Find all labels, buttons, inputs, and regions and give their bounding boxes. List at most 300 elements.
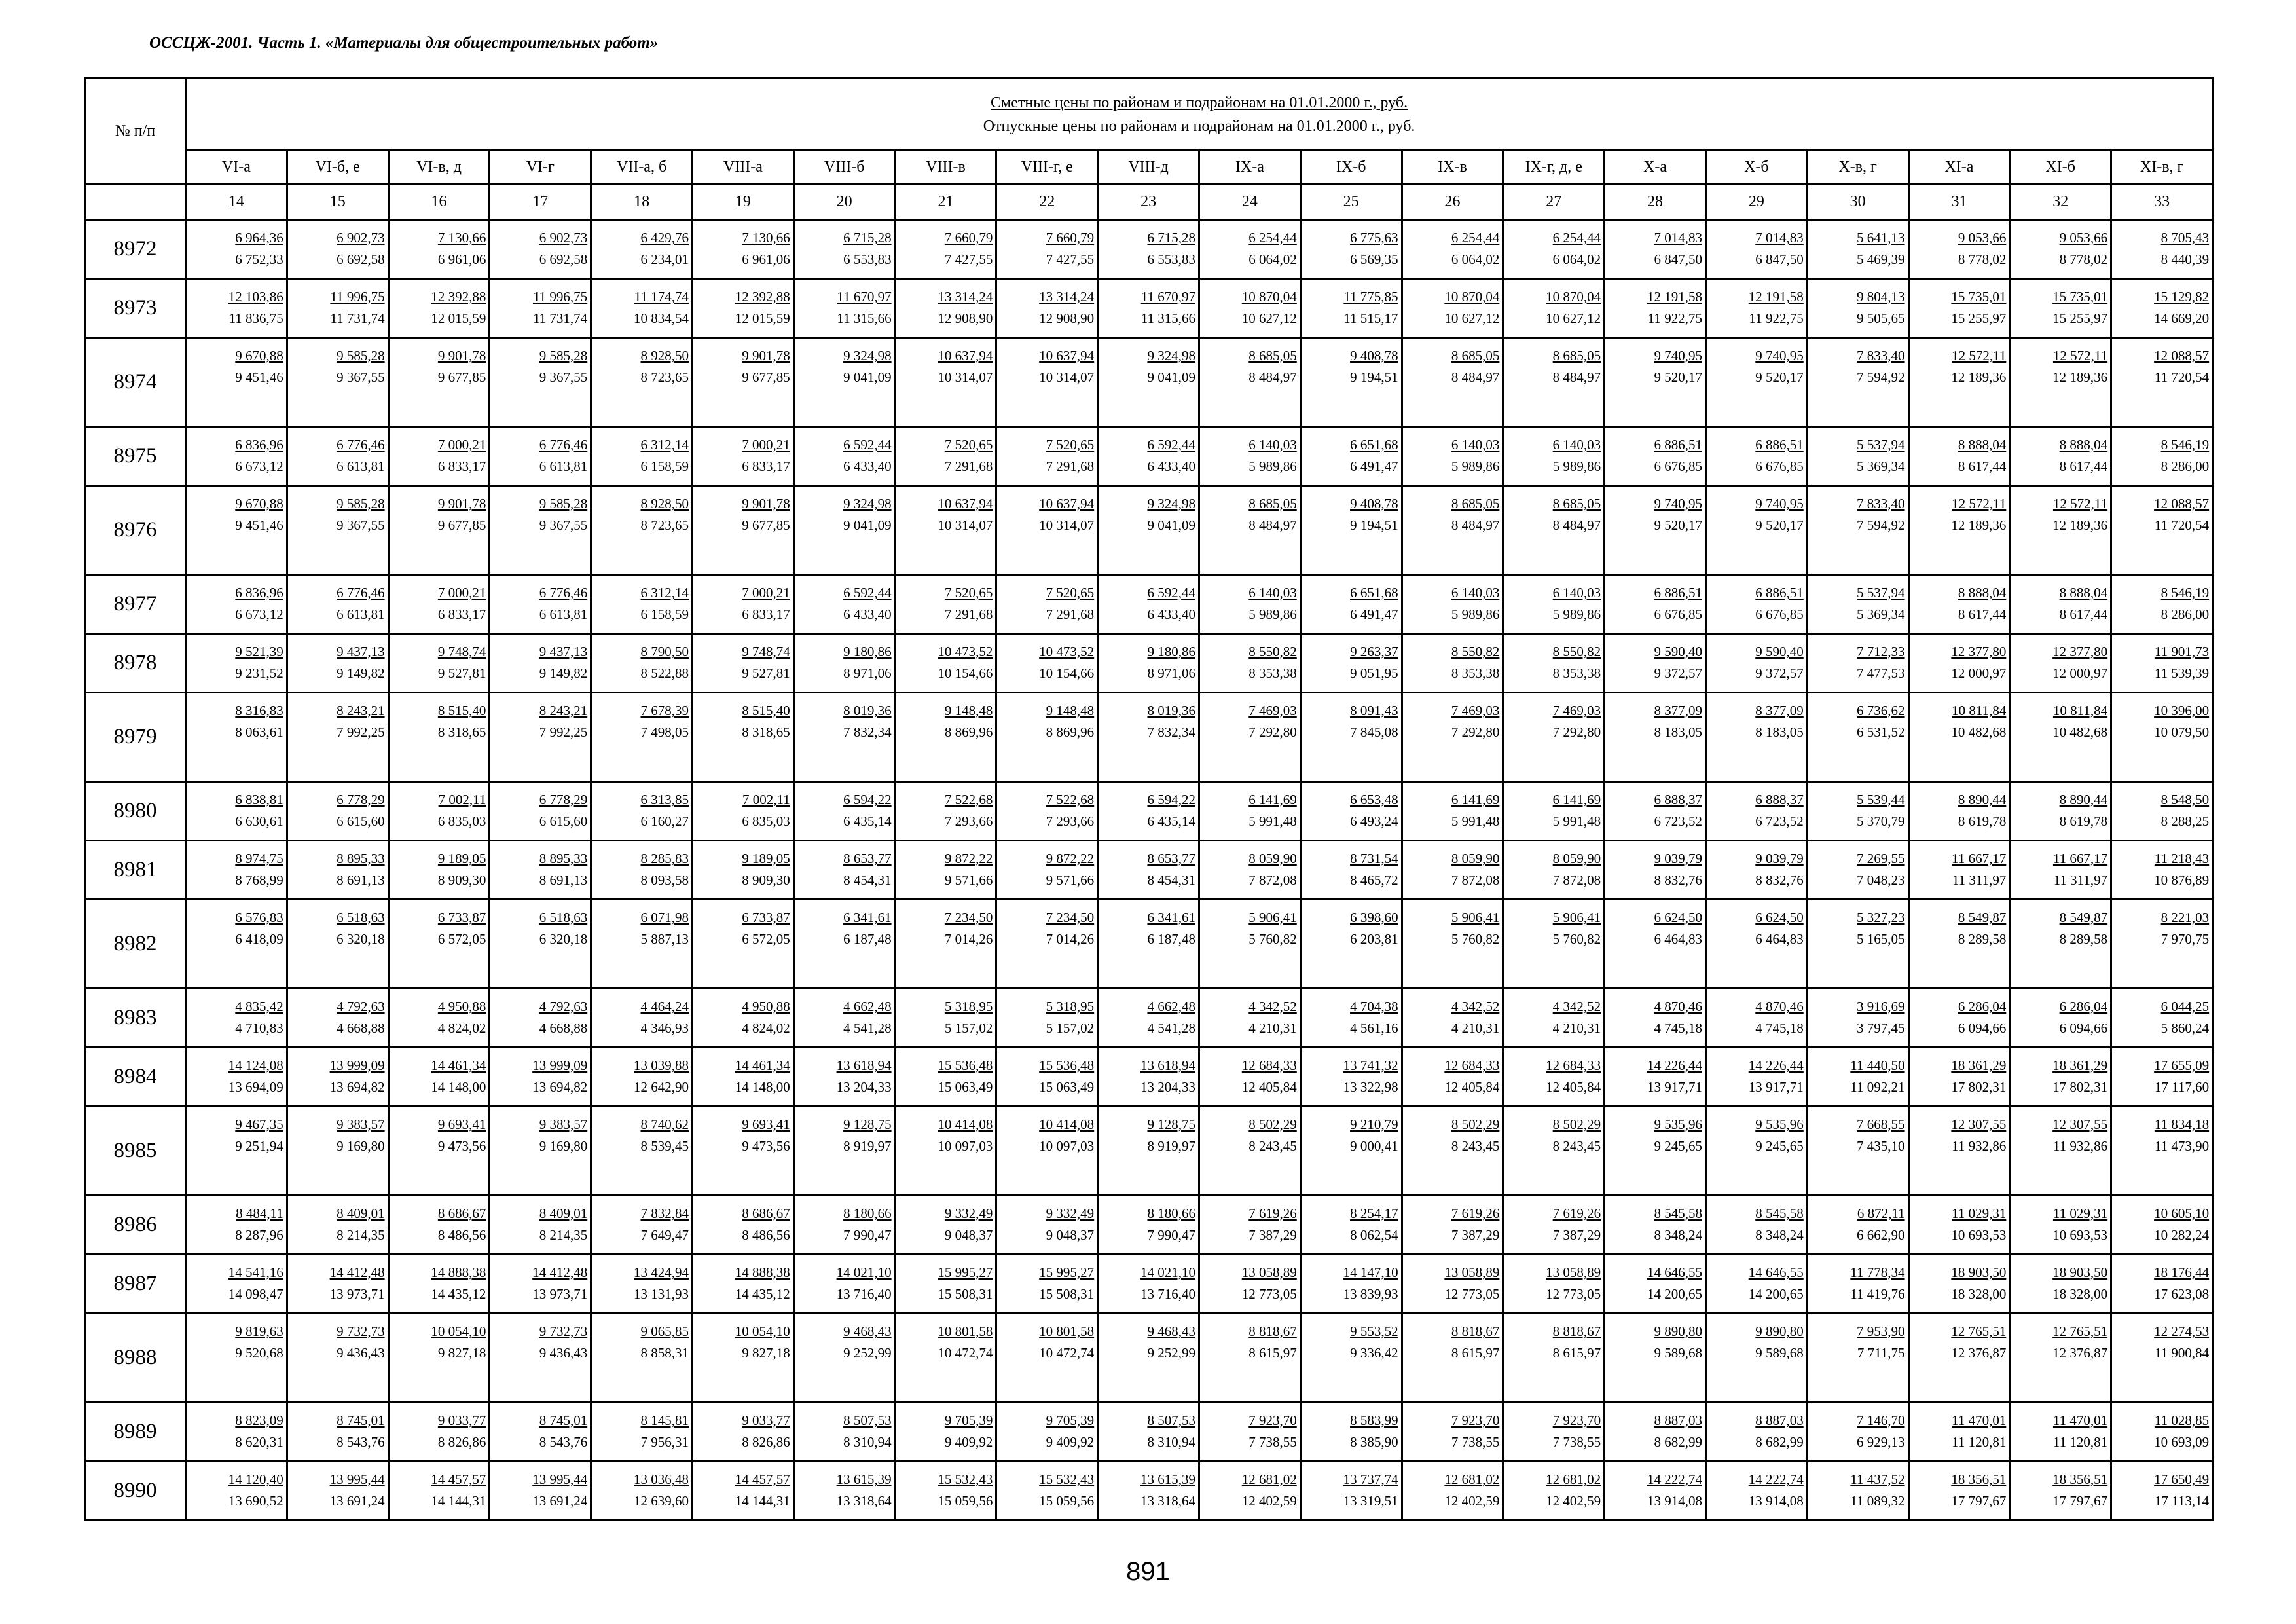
release-price: 8 353,38 bbox=[1552, 665, 1601, 681]
release-price: 5 860,24 bbox=[2160, 1020, 2210, 1036]
estimate-price: 14 888,38 bbox=[735, 1264, 790, 1280]
price-cell bbox=[1402, 427, 1503, 486]
release-price: 11 900,84 bbox=[2154, 1345, 2210, 1361]
release-price: 8 620,31 bbox=[235, 1434, 283, 1450]
release-price: 12 642,90 bbox=[633, 1079, 689, 1095]
estimate-price: 8 888,04 bbox=[1958, 437, 2007, 452]
price-cell bbox=[1705, 1314, 1807, 1403]
price-cell bbox=[2010, 1107, 2111, 1196]
price-cell bbox=[1402, 220, 1503, 279]
price-cell bbox=[996, 575, 1098, 634]
release-price: 6 064,02 bbox=[1451, 251, 1500, 267]
estimate-price: 11 470,01 bbox=[2052, 1412, 2108, 1428]
release-price: 6 615,60 bbox=[337, 813, 385, 829]
release-price: 6 158,59 bbox=[640, 458, 689, 474]
estimate-price: 9 535,96 bbox=[1755, 1116, 1804, 1132]
release-price: 8 183,05 bbox=[1654, 724, 1702, 740]
release-price: 6 320,18 bbox=[337, 931, 385, 947]
estimate-price: 13 314,24 bbox=[938, 289, 993, 304]
release-price: 7 387,29 bbox=[1248, 1227, 1297, 1243]
price-cell bbox=[692, 841, 793, 900]
row-number: 8976 bbox=[85, 486, 186, 575]
estimate-price: 7 832,84 bbox=[640, 1206, 689, 1221]
price-cell bbox=[287, 634, 388, 693]
estimate-price: 6 341,61 bbox=[1147, 910, 1195, 925]
estimate-price: 4 950,88 bbox=[437, 999, 486, 1014]
price-cell bbox=[490, 634, 591, 693]
region-header: X-а bbox=[1605, 151, 1706, 185]
price-cell bbox=[2111, 575, 2213, 634]
estimate-price: 14 461,34 bbox=[431, 1058, 486, 1073]
estimate-price: 8 502,29 bbox=[1552, 1116, 1601, 1132]
estimate-price: 7 000,21 bbox=[437, 437, 486, 452]
release-price: 8 243,45 bbox=[1552, 1138, 1601, 1154]
estimate-price: 9 033,77 bbox=[742, 1412, 790, 1428]
release-price: 9 589,68 bbox=[1755, 1345, 1804, 1361]
estimate-price: 4 950,88 bbox=[742, 999, 790, 1014]
release-price: 9 677,85 bbox=[437, 369, 486, 385]
column-number: 19 bbox=[692, 185, 793, 220]
estimate-price: 7 953,90 bbox=[1857, 1323, 1905, 1339]
estimate-price: 14 222,74 bbox=[1748, 1471, 1804, 1487]
price-cell bbox=[996, 486, 1098, 575]
estimate-price: 8 685,05 bbox=[1451, 348, 1500, 363]
release-price: 8 832,76 bbox=[1654, 872, 1702, 888]
estimate-price: 7 923,70 bbox=[1552, 1412, 1601, 1428]
price-cell bbox=[1605, 486, 1706, 575]
price-cell bbox=[1300, 989, 1402, 1048]
release-price: 14 148,00 bbox=[431, 1079, 486, 1095]
estimate-price: 8 243,21 bbox=[539, 703, 588, 718]
price-cell bbox=[2111, 486, 2213, 575]
estimate-price: 13 615,39 bbox=[1140, 1471, 1195, 1487]
release-price: 7 292,80 bbox=[1451, 724, 1500, 740]
estimate-price: 9 324,98 bbox=[843, 496, 892, 511]
estimate-price: 6 044,25 bbox=[2160, 999, 2210, 1014]
release-price: 13 716,40 bbox=[836, 1286, 892, 1302]
estimate-price: 8 545,58 bbox=[1755, 1206, 1804, 1221]
price-cell bbox=[2111, 1255, 2213, 1314]
price-cell bbox=[1199, 427, 1300, 486]
release-price: 4 710,83 bbox=[235, 1020, 283, 1036]
price-cell bbox=[2111, 782, 2213, 841]
estimate-price: 4 835,42 bbox=[235, 999, 283, 1014]
release-price: 14 144,31 bbox=[431, 1493, 486, 1509]
region-header-row bbox=[85, 151, 2213, 185]
release-price-title: Отпускные цены по районам и подрайонам на 01.01.2000 г., руб. bbox=[983, 117, 1415, 135]
price-cell bbox=[1300, 279, 1402, 338]
estimate-price: 9 468,43 bbox=[1147, 1323, 1195, 1339]
release-price: 9 409,92 bbox=[944, 1434, 993, 1450]
release-price: 7 291,68 bbox=[944, 606, 993, 622]
estimate-price: 9 039,79 bbox=[1654, 851, 1702, 866]
region-header: VI-а bbox=[186, 151, 287, 185]
release-price: 4 210,31 bbox=[1248, 1020, 1297, 1036]
release-price: 5 991,48 bbox=[1248, 813, 1297, 829]
release-price: 8 318,65 bbox=[742, 724, 790, 740]
price-cell bbox=[1705, 841, 1807, 900]
estimate-price: 12 377,80 bbox=[1951, 644, 2007, 659]
release-price: 6 752,33 bbox=[235, 251, 283, 267]
estimate-price: 6 653,48 bbox=[1350, 792, 1398, 807]
column-number: 15 bbox=[287, 185, 388, 220]
release-price: 5 989,86 bbox=[1451, 606, 1500, 622]
estimate-price: 5 537,94 bbox=[1857, 585, 1905, 600]
estimate-price: 8 549,87 bbox=[2059, 910, 2108, 925]
estimate-price: 8 243,21 bbox=[337, 703, 385, 718]
price-cell bbox=[2010, 900, 2111, 989]
price-cell bbox=[1908, 1314, 2010, 1403]
estimate-price: 9 901,78 bbox=[437, 348, 486, 363]
estimate-price: 10 870,04 bbox=[1546, 289, 1601, 304]
price-cell bbox=[996, 634, 1098, 693]
price-cell bbox=[2010, 989, 2111, 1048]
release-price: 13 319,51 bbox=[1343, 1493, 1398, 1509]
price-cell bbox=[2010, 693, 2111, 782]
price-cell bbox=[895, 427, 996, 486]
estimate-price: 7 522,68 bbox=[1046, 792, 1095, 807]
estimate-price: 9 324,98 bbox=[1147, 496, 1195, 511]
estimate-price: 10 054,10 bbox=[735, 1323, 790, 1339]
estimate-price: 6 624,50 bbox=[1755, 910, 1804, 925]
release-price: 11 836,75 bbox=[228, 310, 283, 326]
price-cell bbox=[996, 782, 1098, 841]
price-cell bbox=[1807, 634, 1908, 693]
price-cell bbox=[692, 900, 793, 989]
release-price: 5 369,34 bbox=[1857, 606, 1905, 622]
release-price: 10 154,66 bbox=[938, 665, 993, 681]
price-cell bbox=[1098, 427, 1199, 486]
estimate-price: 9 590,40 bbox=[1755, 644, 1804, 659]
estimate-price: 7 234,50 bbox=[944, 910, 993, 925]
table-row bbox=[85, 338, 2213, 427]
price-cell bbox=[1199, 575, 1300, 634]
release-price: 8 858,31 bbox=[640, 1345, 689, 1361]
release-price: 10 079,50 bbox=[2154, 724, 2210, 740]
price-cell bbox=[591, 1196, 693, 1255]
column-number: 28 bbox=[1605, 185, 1706, 220]
release-price: 7 992,25 bbox=[337, 724, 385, 740]
estimate-price: 8 740,62 bbox=[640, 1116, 689, 1132]
estimate-price: 8 409,01 bbox=[539, 1206, 588, 1221]
estimate-price: 10 396,00 bbox=[2154, 703, 2210, 718]
price-title-header bbox=[186, 79, 2213, 151]
estimate-price: 8 887,03 bbox=[1654, 1412, 1702, 1428]
price-cell bbox=[388, 1403, 490, 1462]
price-cell bbox=[1199, 900, 1300, 989]
estimate-price: 9 128,75 bbox=[843, 1116, 892, 1132]
price-cell bbox=[1300, 1403, 1402, 1462]
release-price: 7 872,08 bbox=[1552, 872, 1601, 888]
estimate-price: 8 685,05 bbox=[1248, 496, 1297, 511]
price-cell bbox=[1807, 1196, 1908, 1255]
estimate-price: 7 002,11 bbox=[742, 792, 790, 807]
release-price: 15 508,31 bbox=[1039, 1286, 1095, 1302]
price-cell bbox=[1402, 782, 1503, 841]
estimate-price: 15 129,82 bbox=[2154, 289, 2210, 304]
price-cell bbox=[591, 989, 693, 1048]
estimate-price: 12 572,11 bbox=[1952, 496, 2007, 511]
price-cell bbox=[996, 1314, 1098, 1403]
release-price: 9 677,85 bbox=[742, 369, 790, 385]
estimate-price: 6 140,03 bbox=[1552, 437, 1601, 452]
estimate-price: 12 088,57 bbox=[2154, 348, 2210, 363]
release-price: 9 520,17 bbox=[1755, 517, 1804, 533]
estimate-price: 7 469,03 bbox=[1451, 703, 1500, 718]
estimate-price: 13 995,44 bbox=[329, 1471, 385, 1487]
price-cell bbox=[1300, 841, 1402, 900]
price-cell bbox=[2111, 220, 2213, 279]
column-number: 31 bbox=[1908, 185, 2010, 220]
row-number: 8987 bbox=[85, 1255, 186, 1314]
price-cell bbox=[1807, 782, 1908, 841]
release-price: 6 676,85 bbox=[1755, 458, 1804, 474]
release-price: 7 738,55 bbox=[1552, 1434, 1601, 1450]
estimate-price: 13 737,74 bbox=[1343, 1471, 1398, 1487]
estimate-price: 14 147,10 bbox=[1343, 1264, 1398, 1280]
release-price: 13 318,64 bbox=[1140, 1493, 1195, 1509]
price-cell bbox=[1300, 427, 1402, 486]
price-cell bbox=[490, 1314, 591, 1403]
estimate-price: 9 383,57 bbox=[539, 1116, 588, 1132]
estimate-price: 7 000,21 bbox=[437, 585, 486, 600]
estimate-price: 11 218,43 bbox=[2154, 851, 2210, 866]
release-price: 8 348,24 bbox=[1755, 1227, 1804, 1243]
price-cell bbox=[1402, 279, 1503, 338]
release-price: 12 405,84 bbox=[1241, 1079, 1297, 1095]
estimate-price: 6 964,36 bbox=[235, 230, 283, 246]
release-price: 8 691,13 bbox=[337, 872, 385, 888]
price-cell bbox=[388, 1107, 490, 1196]
release-price: 6 723,52 bbox=[1654, 813, 1702, 829]
price-cell bbox=[1503, 486, 1605, 575]
price-cell bbox=[996, 279, 1098, 338]
row-number: 8980 bbox=[85, 782, 186, 841]
price-cell bbox=[591, 1314, 693, 1403]
release-price: 6 491,47 bbox=[1350, 458, 1398, 474]
release-price: 10 482,68 bbox=[2052, 724, 2108, 740]
row-number-header: № п/п bbox=[85, 79, 186, 185]
release-price: 8 826,86 bbox=[437, 1434, 486, 1450]
release-price: 15 059,56 bbox=[938, 1493, 993, 1509]
release-price: 11 419,76 bbox=[1850, 1286, 1905, 1302]
price-cell bbox=[996, 900, 1098, 989]
estimate-price: 8 019,36 bbox=[1147, 703, 1195, 718]
price-cell bbox=[287, 989, 388, 1048]
price-cell bbox=[1199, 1314, 1300, 1403]
estimate-price: 12 684,33 bbox=[1241, 1058, 1297, 1073]
release-price: 6 833,17 bbox=[437, 606, 486, 622]
estimate-price: 11 834,18 bbox=[2154, 1116, 2210, 1132]
table-row bbox=[85, 1403, 2213, 1462]
release-price: 14 669,20 bbox=[2154, 310, 2210, 326]
price-cell bbox=[1908, 900, 2010, 989]
release-price: 6 847,50 bbox=[1654, 251, 1702, 267]
release-price: 8 909,30 bbox=[437, 872, 486, 888]
price-cell bbox=[2111, 1314, 2213, 1403]
price-cell bbox=[287, 338, 388, 427]
price-cell bbox=[1503, 782, 1605, 841]
row-number: 8974 bbox=[85, 338, 186, 427]
release-price: 8 617,44 bbox=[2059, 606, 2108, 622]
table-row bbox=[85, 1255, 2213, 1314]
price-cell bbox=[388, 989, 490, 1048]
price-cell bbox=[1705, 693, 1807, 782]
price-cell bbox=[388, 279, 490, 338]
estimate-price: 6 715,28 bbox=[1147, 230, 1195, 246]
release-price: 6 569,35 bbox=[1350, 251, 1398, 267]
release-price: 10 097,03 bbox=[938, 1138, 993, 1154]
price-cell bbox=[1705, 1196, 1807, 1255]
release-price: 8 619,78 bbox=[2059, 813, 2108, 829]
release-price: 12 000,97 bbox=[2052, 665, 2108, 681]
estimate-price: 8 221,03 bbox=[2160, 910, 2210, 925]
release-price: 6 961,06 bbox=[742, 251, 790, 267]
release-price: 9 505,65 bbox=[1857, 310, 1905, 326]
release-price: 11 311,97 bbox=[1952, 872, 2007, 888]
price-cell bbox=[490, 1255, 591, 1314]
release-price: 6 433,40 bbox=[843, 458, 892, 474]
column-number: 20 bbox=[793, 185, 895, 220]
price-cell bbox=[1402, 693, 1503, 782]
estimate-price: 6 286,04 bbox=[1958, 999, 2007, 1014]
release-price: 8 465,72 bbox=[1350, 872, 1398, 888]
price-cell bbox=[1807, 1403, 1908, 1462]
release-price: 6 464,83 bbox=[1654, 931, 1702, 947]
price-cell bbox=[1908, 1107, 2010, 1196]
price-cell bbox=[388, 1462, 490, 1521]
row-number: 8973 bbox=[85, 279, 186, 338]
estimate-price: 8 823,09 bbox=[235, 1412, 283, 1428]
release-price: 8 971,06 bbox=[843, 665, 892, 681]
estimate-price: 5 906,41 bbox=[1552, 910, 1601, 925]
price-cell bbox=[1605, 279, 1706, 338]
estimate-price: 14 021,10 bbox=[836, 1264, 892, 1280]
estimate-price: 8 091,43 bbox=[1350, 703, 1398, 718]
release-price: 12 402,59 bbox=[1444, 1493, 1500, 1509]
estimate-price: 8 484,11 bbox=[236, 1206, 283, 1221]
release-price: 8 288,25 bbox=[2160, 813, 2210, 829]
estimate-price: 9 585,28 bbox=[539, 496, 588, 511]
release-price: 12 402,59 bbox=[1546, 1493, 1601, 1509]
estimate-price-title: Сметные цены по районам и подрайонам на 01.01.2000 г., руб. bbox=[991, 94, 1408, 111]
release-price: 9 520,17 bbox=[1654, 369, 1702, 385]
price-table bbox=[84, 77, 2214, 1521]
release-price: 9 367,55 bbox=[539, 369, 588, 385]
estimate-price: 12 765,51 bbox=[2052, 1323, 2108, 1339]
release-price: 8 826,86 bbox=[742, 1434, 790, 1450]
estimate-price: 7 234,50 bbox=[1046, 910, 1095, 925]
price-cell bbox=[1098, 486, 1199, 575]
release-price: 10 314,07 bbox=[1039, 517, 1095, 533]
region-header: XI-б bbox=[2010, 151, 2111, 185]
release-price: 8 286,00 bbox=[2160, 606, 2210, 622]
price-cell bbox=[591, 427, 693, 486]
estimate-price: 11 440,50 bbox=[1850, 1058, 1905, 1073]
price-cell bbox=[1300, 1462, 1402, 1521]
estimate-price: 11 775,85 bbox=[1343, 289, 1398, 304]
estimate-price: 7 014,83 bbox=[1755, 230, 1804, 246]
release-price: 8 539,45 bbox=[640, 1138, 689, 1154]
estimate-price: 11 778,34 bbox=[1850, 1264, 1905, 1280]
estimate-price: 8 059,90 bbox=[1248, 851, 1297, 866]
region-header: IX-б bbox=[1300, 151, 1402, 185]
price-cell bbox=[2111, 1107, 2213, 1196]
release-price: 7 477,53 bbox=[1857, 665, 1905, 681]
estimate-price: 7 469,03 bbox=[1552, 703, 1601, 718]
price-cell bbox=[1402, 338, 1503, 427]
release-price: 9 827,18 bbox=[437, 1345, 486, 1361]
release-price: 6 961,06 bbox=[437, 251, 486, 267]
release-price: 8 353,38 bbox=[1248, 665, 1297, 681]
release-price: 9 589,68 bbox=[1654, 1345, 1702, 1361]
estimate-price: 6 140,03 bbox=[1248, 585, 1297, 600]
release-price: 8 440,39 bbox=[2160, 251, 2210, 267]
release-price: 13 973,71 bbox=[532, 1286, 588, 1302]
price-cell bbox=[1199, 1048, 1300, 1107]
release-price: 6 676,85 bbox=[1654, 606, 1702, 622]
release-price: 9 527,81 bbox=[742, 665, 790, 681]
release-price: 8 063,61 bbox=[235, 724, 283, 740]
estimate-price: 12 392,88 bbox=[431, 289, 486, 304]
estimate-price: 4 464,24 bbox=[640, 999, 689, 1014]
release-price: 12 773,05 bbox=[1241, 1286, 1297, 1302]
price-cell bbox=[388, 841, 490, 900]
release-price: 12 376,87 bbox=[2052, 1345, 2108, 1361]
release-price: 15 063,49 bbox=[938, 1079, 993, 1095]
release-price: 5 760,82 bbox=[1552, 931, 1601, 947]
estimate-price: 5 537,94 bbox=[1857, 437, 1905, 452]
estimate-price: 8 550,82 bbox=[1248, 644, 1297, 659]
estimate-price: 8 685,05 bbox=[1552, 496, 1601, 511]
release-price: 15 508,31 bbox=[938, 1286, 993, 1302]
estimate-price: 18 903,50 bbox=[1951, 1264, 2007, 1280]
estimate-price: 18 356,51 bbox=[1951, 1471, 2007, 1487]
price-cell bbox=[2010, 1196, 2111, 1255]
estimate-price: 6 592,44 bbox=[843, 437, 892, 452]
price-cell bbox=[388, 1314, 490, 1403]
price-cell bbox=[2010, 1462, 2111, 1521]
release-price: 7 738,55 bbox=[1248, 1434, 1297, 1450]
estimate-price: 6 141,69 bbox=[1248, 792, 1297, 807]
release-price: 17 113,14 bbox=[2154, 1493, 2210, 1509]
price-cell bbox=[1807, 220, 1908, 279]
price-cell bbox=[287, 900, 388, 989]
price-cell bbox=[1098, 1462, 1199, 1521]
release-price: 7 427,55 bbox=[944, 251, 993, 267]
release-price: 10 472,74 bbox=[938, 1345, 993, 1361]
release-price: 9 149,82 bbox=[539, 665, 588, 681]
price-cell bbox=[2111, 338, 2213, 427]
release-price: 7 292,80 bbox=[1248, 724, 1297, 740]
release-price: 7 292,80 bbox=[1552, 724, 1601, 740]
estimate-price: 12 307,55 bbox=[2052, 1116, 2108, 1132]
price-cell bbox=[490, 989, 591, 1048]
estimate-price: 8 502,29 bbox=[1248, 1116, 1297, 1132]
estimate-price: 10 414,08 bbox=[1039, 1116, 1095, 1132]
price-cell bbox=[1605, 782, 1706, 841]
release-price: 9 051,95 bbox=[1350, 665, 1398, 681]
price-cell bbox=[1908, 634, 2010, 693]
estimate-price: 6 776,46 bbox=[539, 585, 588, 600]
estimate-price: 9 332,49 bbox=[944, 1206, 993, 1221]
price-cell bbox=[2111, 634, 2213, 693]
price-cell bbox=[692, 1403, 793, 1462]
release-price: 6 203,81 bbox=[1350, 931, 1398, 947]
release-price: 7 387,29 bbox=[1552, 1227, 1601, 1243]
release-price: 4 745,18 bbox=[1755, 1020, 1804, 1036]
estimate-price: 18 176,44 bbox=[2154, 1264, 2210, 1280]
